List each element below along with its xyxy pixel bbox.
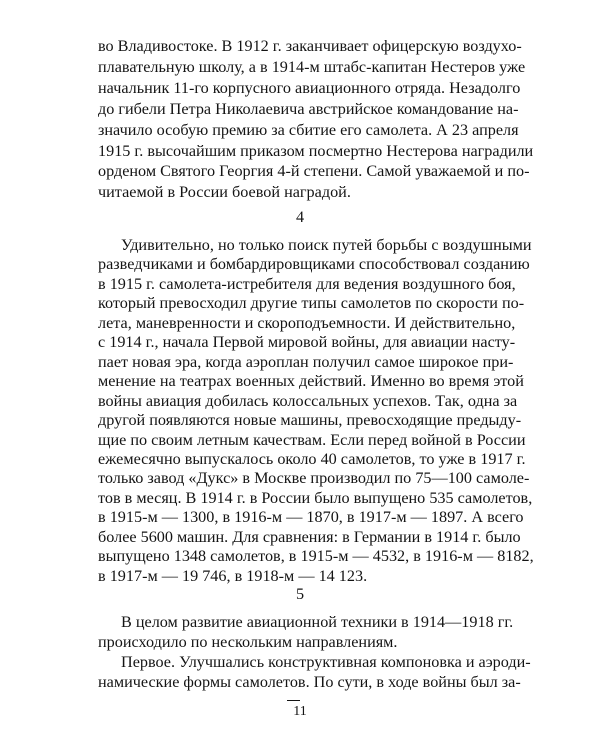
text-line: значило особую премию за сбитие его самолета. А 23 апреля [98, 120, 519, 139]
text-line: начальник 11-го корпусного авиационного отряда. Незадолго [98, 78, 521, 97]
text-line: во Владивостоке. В 1912 г. заканчивает офицерскую воздухо- [98, 37, 522, 55]
text-line: который превосходил другие типы самолетов по скорости по- [98, 294, 525, 313]
text-line: тов в месяц. В 1914 г. в России было выпущено 535 самолетов, [98, 488, 533, 507]
folio-rule [287, 700, 300, 701]
text-line: менение на театрах военных действий. Именно во время этой [98, 372, 524, 391]
text-line: происходило по нескольким направлениям. [98, 633, 398, 651]
text-line: пает новая эра, когда аэроплан получил самое широкое при- [98, 352, 514, 371]
text-line: ежемесячно выпускалось около 40 самолетов, то уже в 1917 г. [98, 449, 526, 468]
text-line: В целом развитие авиационной техники в 1914—1918 гг. [121, 613, 514, 631]
text-line: Первое. Улучшались конструктивная компоновка и аэроди- [121, 653, 531, 671]
text-line: читаемой в России боевой наградой. [98, 183, 351, 202]
section-number: 5 [295, 585, 305, 603]
text-line: выпущено 1348 самолетов, в 1915-м — 4532, в 1916-м — 8182, [98, 547, 534, 566]
text-line: 1915 г. высочайшим приказом посмертно Нестерова наградили [98, 141, 534, 160]
page-number: 11 [293, 704, 307, 719]
text-line: с 1914 г., начала Первой мировой войны, для авиации насту- [98, 333, 516, 352]
section-number: 4 [295, 208, 305, 226]
text-line: плавательную школу, а в 1914-м штабс-капитан Нестеров уже [98, 57, 526, 76]
text-line: в 1917-м — 19 746, в 1918-м — 14 123. [98, 566, 368, 585]
text-line: лета, маневренности и скороподъемности. И действительно, [98, 313, 516, 332]
text-line: орденом Святого Георгия 4-й степени. Самой уважаемой и по- [98, 162, 530, 181]
text-line: разведчиками и бомбардировщиками способствовал созданию [98, 255, 530, 274]
text-line: другой появляются новые машины, превосходящие предыду- [98, 411, 522, 430]
text-line: щие по своим летным качествам. Если перед войной в России [98, 430, 526, 449]
text-line: только завод «Дукс» в Москве производил по 75—100 самоле- [98, 469, 530, 488]
text-line: более 5600 машин. Для сравнения: в Германии в 1914 г. было [98, 527, 521, 546]
text-line: намические формы самолетов. По сути, в ходе войны был за- [98, 673, 521, 691]
text-line: до гибели Петра Николаевича австрийское командование на- [98, 99, 519, 118]
text-line: в 1915 г. самолета-истребителя для ведения воздушного боя, [98, 274, 516, 293]
text-line: Удивительно, но только поиск путей борьбы с воздушными [121, 236, 532, 254]
text-line: войны авиация добилась колоссальных успехов. Так, одна за [98, 391, 518, 410]
text-line: в 1915-м — 1300, в 1916-м — 1870, в 1917-м — 1897. А всего [98, 508, 524, 527]
